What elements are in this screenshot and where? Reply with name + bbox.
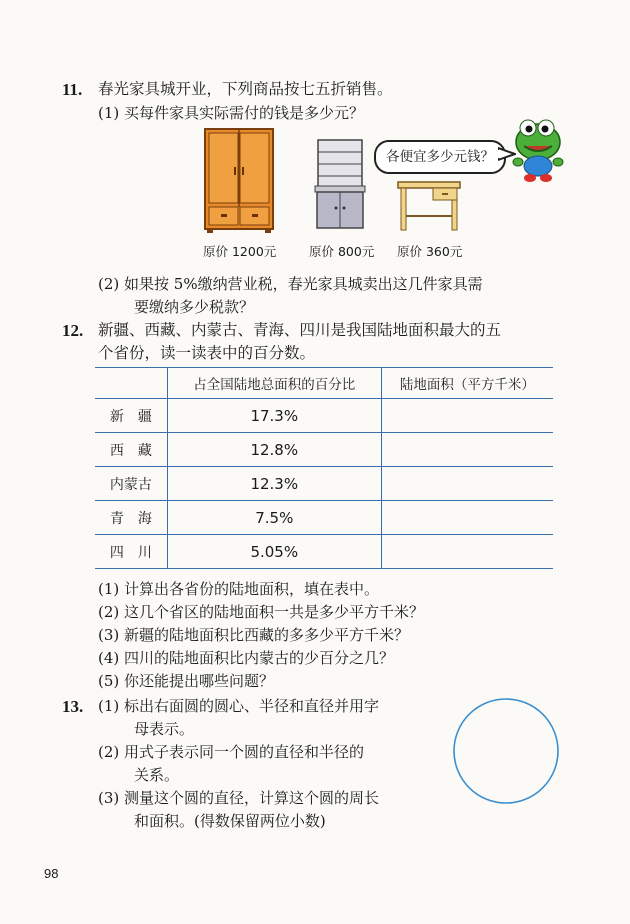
table-row [95,467,553,501]
wardrobe-illustration [203,127,275,233]
q12-intro-line2: 个省份，读一读表中的百分数。 [98,344,316,362]
area-cell[interactable] [381,467,553,501]
province-cell: 青 海 [95,501,167,535]
table-header-area: 陆地面积（平方千米） [381,368,553,399]
price-desk: 原价 360元 [397,244,463,259]
q13-line-3: (2) 用式子表示同一个圆的直径和半径的 [98,743,365,761]
table-header-blank [95,368,167,399]
price-wardrobe: 原价 1200元 [203,244,277,259]
percent-cell: 12.8% [167,433,381,467]
land-area-table [95,367,553,569]
speech-bubble: 各便宜多少元钱？ [374,140,506,174]
area-cell[interactable] [381,399,553,433]
percent-cell: 17.3% [167,399,381,433]
table-row [95,433,553,467]
q13-line-1: (1) 标出右面圆的圆心、半径和直径并用字 [98,697,380,715]
table-row [95,399,553,433]
q11-sub2-line1: (2) 如果按 5%缴纳营业税，春光家具城卖出这几件家具需 [98,275,483,293]
q12-intro-line1: 新疆、西藏、内蒙古、青海、四川是我国陆地面积最大的五 [98,321,502,339]
circle-figure[interactable] [450,695,562,807]
price-cabinet: 原价 800元 [309,244,375,259]
table-row [95,501,553,535]
frog-mascot-icon [510,118,566,188]
table-header-percent: 占全国陆地总面积的百分比 [167,368,381,399]
area-cell[interactable] [381,535,553,569]
q11-title: 春光家具城开业，下列商品按七五折销售。 [98,80,393,98]
q12-number: 12. [62,321,84,340]
percent-cell: 5.05% [167,535,381,569]
q13-number: 13. [62,697,84,716]
desk-illustration [397,180,461,232]
area-cell[interactable] [381,433,553,467]
q13-line-6: 和面积。(得数保留两位小数) [134,812,326,830]
cabinet-illustration [314,138,366,232]
area-cell[interactable] [381,501,553,535]
q12-question-2: (2) 这几个省区的陆地面积一共是多少平方千米？ [98,603,425,621]
province-cell: 西 藏 [95,433,167,467]
q12-question-4: (4) 四川的陆地面积比内蒙古的少百分之几？ [98,649,395,667]
q12-question-1: (1) 计算出各省份的陆地面积，填在表中。 [98,580,380,598]
table-row [95,535,553,569]
province-cell: 四 川 [95,535,167,569]
table-header-row [95,368,553,399]
page-number: 98 [44,866,59,881]
percent-cell: 12.3% [167,467,381,501]
province-cell: 内蒙古 [95,467,167,501]
q12-question-3: (3) 新疆的陆地面积比西藏的多多少平方千米？ [98,626,410,644]
q11-number: 11. [62,80,83,99]
q13-line-4: 关系。 [134,766,180,784]
q12-question-5: (5) 你还能提出哪些问题？ [98,672,275,690]
q11-sub2-line2: 要缴纳多少税款？ [134,298,255,316]
percent-cell: 7.5% [167,501,381,535]
q11-sub1: (1) 买每件家具实际需付的钱是多少元？ [98,104,365,122]
q13-line-2: 母表示。 [134,720,195,738]
province-cell: 新 疆 [95,399,167,433]
q13-line-5: (3) 测量这个圆的直径，计算这个圆的周长 [98,789,380,807]
